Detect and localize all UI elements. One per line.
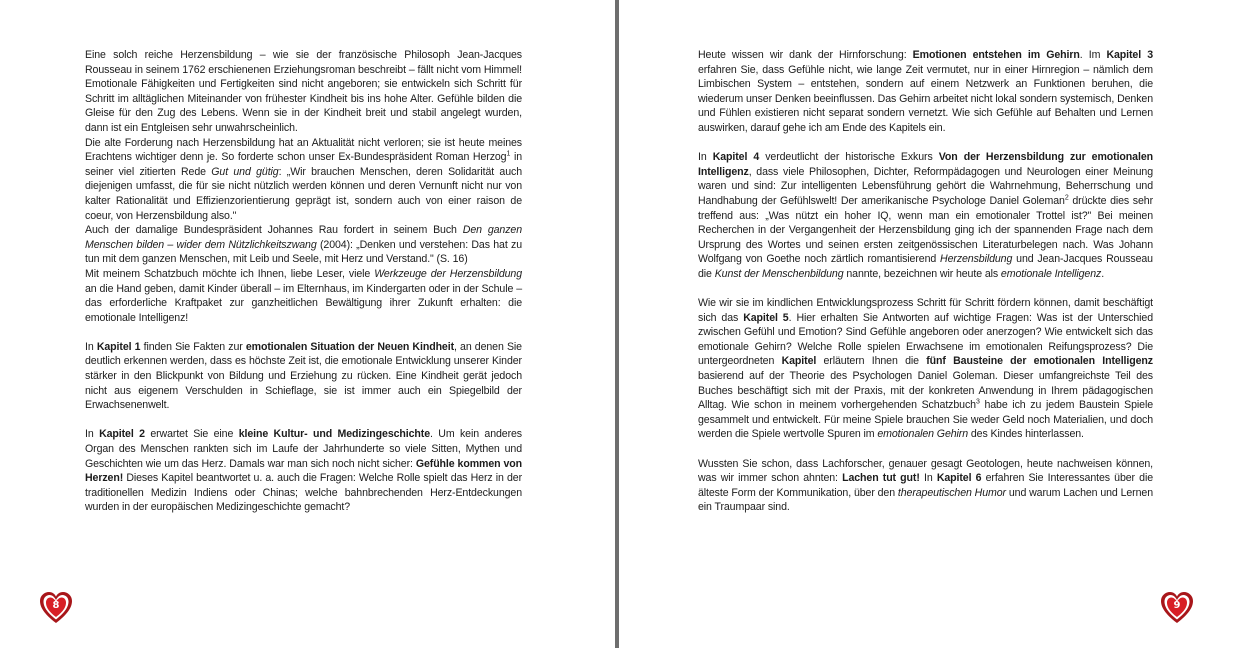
paragraph: [85, 427, 522, 515]
text-run: drückte dies sehr treffend aus: „Was nützt ein hoher IQ, wenn man ein emotionaler Trottel ist?" Bei meinen Recherchen in der Vergangenheit der Herzensbildung ging ich der spannenden Frage nach dem Ursprung des Wortes und seinen ersten zeitgenössischen Literaturbelegen nach. Was Johann Wolfgang von Goethe noch zärtlich romantisierend: [698, 194, 1153, 266]
emphasis-bold: Emotionen entstehen im Gehirn: [912, 49, 1080, 61]
emphasis-bold: fünf Bausteine der emotionalen Intelligenz: [926, 355, 1153, 368]
text-run: In: [919, 472, 937, 485]
emphasis-bold: kleine Kultur- und Medizingeschichte: [238, 428, 431, 441]
emphasis-italic: therapeutischen Humor: [897, 486, 1006, 499]
page-number: 9: [1173, 600, 1181, 611]
footnote-marker: 3: [975, 398, 980, 406]
emphasis-bold: Kapitel 1: [96, 340, 141, 353]
heart-icon: [38, 590, 74, 626]
text-run: In: [85, 428, 100, 441]
text-run: .: [1101, 267, 1105, 280]
text-run: des Kindes hinterlassen.: [968, 428, 1084, 441]
emphasis-bold: Kapitel 2: [99, 428, 145, 441]
emphasis-italic: Kunst der Menschenbildung: [714, 267, 844, 280]
page-number: 8: [52, 600, 60, 611]
text-run: In: [698, 151, 713, 164]
emphasis-italic: Herzensbildung: [940, 253, 1013, 266]
text-run: Wussten Sie schon, dass Lachforscher, genauer gesagt Geotologen, heute nachweisen können, was wir immer schon ahnten:: [698, 457, 1153, 485]
emphasis-italic: emotionale Intelligenz: [1000, 267, 1102, 280]
left-page-text: [85, 48, 522, 515]
emphasis-bold: Kapitel 6: [936, 472, 982, 485]
text-run: erfahren Sie Interessantes über die älteste Form der Kommunikation, über den: [698, 472, 1153, 499]
heart-icon: [1159, 590, 1195, 626]
paragraph: [85, 267, 522, 325]
text-run: Auch der damalige Bundespräsident Johannes Rau fordert in seinem Buch: [85, 224, 463, 237]
emphasis-italic: Gut und gütig: [211, 165, 279, 178]
text-run: in seiner viel zitierten Rede: [85, 151, 522, 178]
emphasis-bold: Lachen tut gut!: [842, 472, 920, 485]
text-run: und warum Lachen und Lernen ein Traumpaar sind.: [698, 486, 1153, 514]
text-run: an die Hand geben, damit Kinder überall – im Elternhaus, im Kindergarten oder in der Schule – das erforderliche Kraftpaket zur ganzheitlichen Bewältigung ihrer Zukunft erhalten: die emotionale Intelligenz!: [85, 282, 522, 324]
emphasis-bold: Kapitel 5: [743, 311, 789, 324]
text-run: verdeutlicht der historische Exkurs: [759, 151, 939, 164]
text-run: (2004): „Denken und verstehen: Das hat zu tun mit dem ganzen Menschen, mit Leib und Seele, mit Herz und Verstand." (S. 16): [85, 238, 522, 266]
text-run: . Hier erhalten Sie Antworten auf wichtige Fragen: Was ist der Unterschied zwischen Gefühl und Emotion? Sind Gefühle angeboren oder anerzogen? Wie entwickelt sich das emotionale Gehirn? Welche Rolle spielen Erwachsene im emotionalen Reifungsprozess? Die untergeordneten: [698, 311, 1153, 368]
emphasis-italic: emotionalen Gehirn: [877, 428, 969, 441]
text-run: Dieses Kapitel beantwortet u. a. auch die Fragen: Welche Rolle spielt das Herz in der traditionellen Medizin Indiens oder Chinas; welche bahnbrechenden Herz-Entdeckungen wurden in der europäischen Medizingeschichte gemacht?: [85, 472, 522, 514]
paragraph: [698, 457, 1153, 515]
emphasis-bold: Kapitel 3: [1106, 49, 1153, 61]
emphasis-italic: Werkzeuge der Herzensbildung: [374, 267, 522, 280]
emphasis-bold: Kapitel 4: [712, 151, 760, 164]
left-page: [0, 0, 615, 648]
emphasis-bold: Kapitel: [781, 355, 817, 368]
text-run: . Im: [1079, 49, 1107, 61]
text-run: Heute wissen wir dank der Hirnforschung:: [698, 49, 913, 61]
footnote-marker: 1: [506, 150, 511, 158]
emphasis-bold: Gefühle kommen von Herzen!: [85, 457, 522, 485]
paragraph: [698, 296, 1153, 442]
paragraph: [698, 48, 1153, 136]
text-run: . Um kein anderes Organ des Menschen rankten sich im Laufe der Jahrhunderte so viele Sitten, Mythen und Geschichten wie um das Herz. Damals war man sich noch nicht sicher:: [85, 428, 523, 470]
text-run: Die alte Forderung nach Herzensbildung hat an Aktualität nicht verloren; sie ist heute meines Erachtens wichtiger denn je. So forderte schon unser Ex-Bundespräsident Roman Herzog: [85, 136, 522, 164]
text-run: habe ich zu jedem Baustein Spiele gesammelt und entwickelt. Für meine Spiele brauchen Sie weder Geld noch Materialien, und doch werden die Spiele wertvolle Spuren im: [698, 399, 1153, 441]
text-run: erwartet Sie eine: [144, 428, 239, 441]
text-run: , dass viele Philosophen, Dichter, Reformpädagogen und Neurologen einer Meinung waren und sind: Zur intelligenten Lebensführung gehört die Wahrnehmung, Beherrschung und Handhabung der Gefühlswelt! Der amerikanische Psychologe Daniel Goleman: [698, 165, 1153, 207]
text-run: finden Sie Fakten zur: [140, 340, 246, 353]
text-run: erfahren Sie, dass Gefühle nicht, wie lange Zeit vermutet, nur in einer Hirnregion – nämlich dem Limbischen System – entstehen, sondern auf einem Netzwerk an Funktionen beruhen, die wiederum unser Denken beeinflussen. Das Gehirn arbeitet nicht lokal sondern systemisch, Denken und Fühlen existieren nicht separat sondern vernetzt. Wie sich Gefühle auf Behalten und Lernen auswirken, darauf gehe ich am Ende des Kapitels ein.: [698, 63, 1153, 134]
paragraph: [85, 340, 522, 413]
footnote-marker: 2: [1064, 194, 1069, 202]
paragraph: [85, 136, 522, 224]
emphasis-bold: emotionalen Situation der Neuen Kindheit: [245, 340, 454, 353]
text-run: nannte, bezeichnen wir heute als: [843, 267, 1001, 280]
text-run: basierend auf der Theorie des Psychologen Daniel Goleman. Dieser umfangreichste Teil des Buches beschäftigt sich mit der Praxis, mit der konkreten Anwendung in Ihrem pädagogischen Alltag. Wie schon in meinem vorhergehenden Schatzbuch: [698, 370, 1153, 412]
text-run: Wie wir sie im kindlichen Entwicklungsprozess Schritt für Schritt fördern können, damit beschäftigt sich das: [698, 297, 1153, 324]
text-run: : „Wir brauchen Menschen, deren Solidarität auch diejenigen umfasst, die für sie nicht nützlich werden können und deren Vernunft nicht nur von kalter Rationalität und Effizienzorientierung geprägt ist, sondern auch von einer raison de coeur, von Herzensbildung also.": [85, 165, 522, 222]
paragraph: [85, 223, 522, 267]
text-run: Mit meinem Schatzbuch möchte ich Ihnen, liebe Leser, viele: [85, 267, 375, 280]
text-run: erläutern Ihnen die: [816, 355, 927, 368]
right-page: [619, 0, 1237, 648]
text-run: Eine solch reiche Herzensbildung – wie sie der französische Philosoph Jean-Jacques Rousseau in seinem 1762 erschienenen Erziehungsroman beschreibt – fällt nicht vom Himmel! Emotionale Fähigkeiten und Fertigkeiten sind nicht angeboren; sie entwickeln sich Schritt für Schritt im alltäglichen Miteinander von frühester Kindheit bis ins hohe Alter. Gefühle bilden die Gleise für den Zug des Lebens. Wenn sie in der Kindheit breit und stabil angelegt wurden, dann ist ein Entgleisen sehr unwahrscheinlich.: [85, 49, 522, 134]
paragraph: [85, 48, 522, 136]
text-run: und Jean-Jacques Rousseau die: [698, 253, 1153, 280]
text-run: In: [85, 340, 97, 353]
paragraph: [698, 150, 1153, 281]
emphasis-bold: Von der Herzensbildung zur emotionalen Intelligenz: [698, 151, 1153, 178]
right-page-text: [698, 48, 1153, 515]
emphasis-italic: Den ganzen Menschen bilden – wider dem Nützlichkeitszwang: [85, 224, 522, 251]
text-run: , an denen Sie deutlich erkennen werden, dass es höchste Zeit ist, die emotionale Entwicklung unserer Kinder stärker in den Blickpunkt von Bildung und Erziehung zu rücken. Eine Kindheit gerät jedoch nicht aus eigenem Verschulden in Schieflage, sie ist immer auch ein Spiegelbild der Erwachsenenwelt.: [85, 340, 522, 412]
